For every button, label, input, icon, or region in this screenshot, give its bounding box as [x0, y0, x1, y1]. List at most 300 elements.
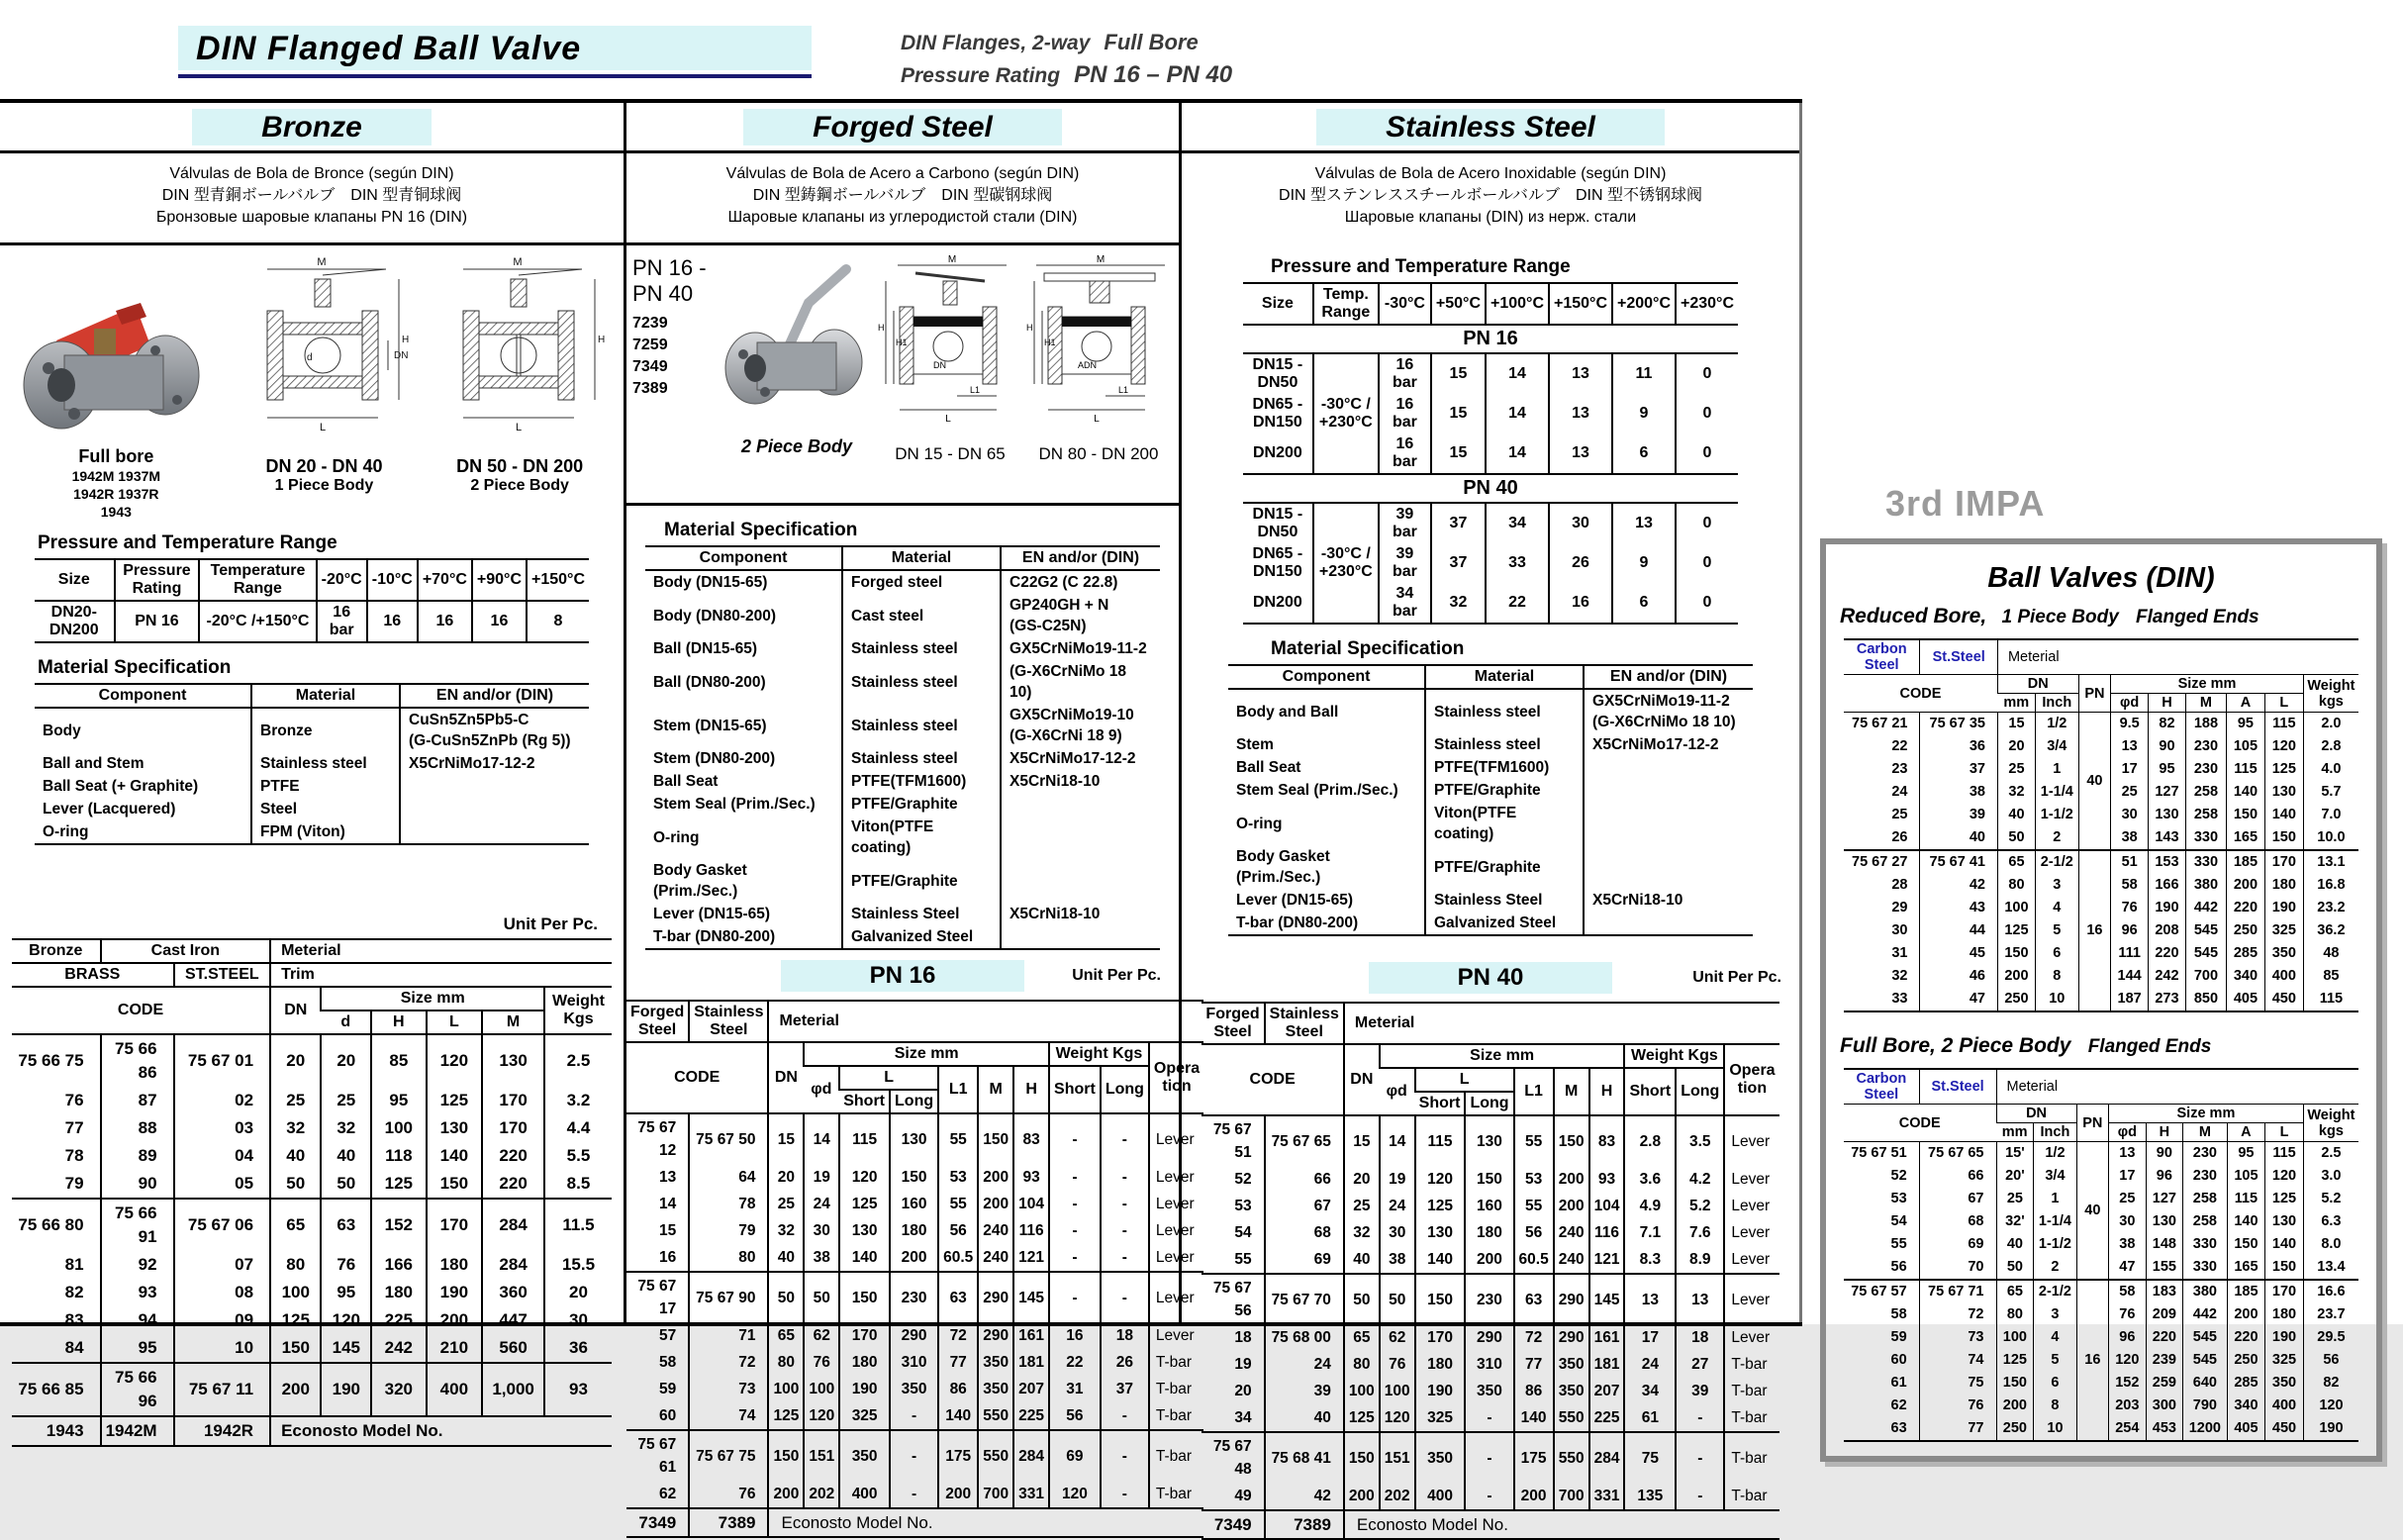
table-cell: 125 — [2264, 758, 2303, 781]
table-cell: 75 67 65 — [1919, 1142, 1996, 1166]
forged-figures — [626, 245, 1179, 503]
table-cell: 166 — [2149, 874, 2186, 897]
table-cell: 16 — [658, 1249, 677, 1266]
table-cell: 20 — [1997, 735, 2035, 758]
table-cell: 640 — [2183, 1372, 2227, 1395]
table-cell: 150 — [427, 1170, 483, 1199]
col-header: Component — [35, 684, 251, 708]
table-cell: 300 — [2146, 1395, 2183, 1417]
table-cell: FPM (Viton) — [251, 820, 400, 844]
table-cell: 52 — [1890, 1168, 1907, 1184]
col-header: L — [427, 1011, 483, 1034]
table-cell: PN 16 — [115, 601, 200, 642]
col-header: φd — [804, 1066, 839, 1113]
table-cell: 380 — [2183, 1280, 2227, 1303]
table-cell: 40 — [1265, 1404, 1344, 1432]
table-cell: 40 — [1997, 804, 2035, 826]
table-cell: 50 — [321, 1170, 371, 1199]
impa-box-title: Ball Valves (DIN) — [1987, 562, 2215, 594]
table-cell: 125 — [839, 1191, 890, 1217]
table-cell: 16 bar — [1379, 433, 1431, 474]
table-cell: 310 — [890, 1349, 938, 1376]
table-cell: 320 — [371, 1363, 426, 1416]
col-header: Weight kgs — [2303, 1105, 2358, 1142]
table-row — [12, 1279, 612, 1306]
table-cell: 75 67 48 — [1202, 1432, 1264, 1483]
table-cell: 290 — [978, 1272, 1013, 1322]
table-cell: 7.6 — [1676, 1219, 1724, 1246]
table-cell — [400, 798, 589, 820]
table-cell: 200 — [978, 1164, 1013, 1191]
table-row — [1202, 1351, 1778, 1378]
table-cell: 79 — [689, 1217, 768, 1244]
table-cell: 37 — [1431, 503, 1486, 543]
table-cell: 285 — [2226, 942, 2264, 965]
table-row — [35, 820, 589, 844]
table-cell: 273 — [2149, 988, 2186, 1011]
table-cell — [400, 820, 589, 844]
table-cell: 86 — [1514, 1378, 1554, 1404]
table-cell: 30 — [544, 1306, 612, 1334]
table-cell: 170 — [839, 1322, 890, 1349]
table-cell: 140 — [839, 1244, 890, 1272]
col-header: Weight Kgs — [1624, 1044, 1724, 1068]
table-cell: 61 — [1890, 1375, 1907, 1391]
table-cell: 82 — [2303, 1372, 2358, 1395]
table-cell: 3 — [2034, 1303, 2076, 1326]
col-header: Forged Steel — [626, 1001, 689, 1042]
table-cell: 183 — [2146, 1280, 2183, 1303]
table-cell: 53 — [1890, 1191, 1907, 1206]
table-cell: 230 — [890, 1272, 938, 1322]
forged-ms-table — [645, 545, 1160, 950]
table-row — [35, 752, 589, 775]
table-row — [1228, 889, 1753, 912]
table-cell: 151 — [1380, 1432, 1415, 1483]
table-cell: 76 — [804, 1349, 839, 1376]
bronze-code-line1: 1942M 1937M — [71, 468, 161, 484]
pn-band-label: PN 40 — [1243, 474, 1738, 503]
table-cell: 200 — [270, 1363, 321, 1416]
table-cell — [1001, 925, 1160, 949]
forged-photo-caption: 2 Piece Body — [740, 436, 853, 456]
table-cell: 19 — [804, 1164, 839, 1191]
col-header: L — [2264, 694, 2303, 713]
table-cell: 200 — [978, 1191, 1013, 1217]
table-cell: 73 — [689, 1376, 768, 1402]
table-cell: T-bar — [1149, 1430, 1203, 1481]
table-cell: 15 — [1997, 713, 2035, 736]
table-cell: 145 — [1589, 1274, 1625, 1324]
table-cell: 93 — [1013, 1164, 1049, 1191]
svg-text:H: H — [401, 335, 410, 345]
impa-sub1-body: 1 Piece Body — [2001, 607, 2119, 627]
table-cell: 15 — [1431, 394, 1486, 433]
table-cell — [1584, 802, 1753, 845]
stainless-section-header — [1182, 103, 1799, 153]
table-cell: 60 — [1890, 1352, 1907, 1368]
table-row — [1844, 1280, 2358, 1303]
table-cell: 104 — [1013, 1191, 1049, 1217]
table-row — [626, 1376, 1203, 1402]
table-cell: 74 — [689, 1402, 768, 1430]
table-cell: 170 — [2264, 850, 2303, 874]
forged-pn-codes — [632, 251, 718, 400]
table-cell: 76 — [64, 1091, 84, 1109]
table-cell: 550 — [1554, 1432, 1589, 1483]
subtitle-flanges: DIN Flanges, 2-way — [901, 32, 1091, 54]
table-cell: 53 — [1234, 1198, 1252, 1214]
table-cell: 8 — [527, 601, 589, 642]
bronze-drawing-1pc — [238, 251, 411, 495]
table-cell: 26 — [1891, 829, 1908, 845]
table-cell: 6 — [2034, 1372, 2076, 1395]
table-cell: 16 bar — [317, 601, 367, 642]
table-cell: 59 — [1890, 1329, 1907, 1345]
table-cell: 6.3 — [2303, 1210, 2358, 1233]
col-header: Size mm — [804, 1042, 1049, 1066]
table-cell: T-bar — [1149, 1481, 1203, 1508]
table-cell: 67 — [1265, 1193, 1344, 1219]
table-cell: 100 — [1380, 1378, 1415, 1404]
table-cell: 116 — [1013, 1217, 1049, 1244]
col-header: Material — [1425, 665, 1584, 689]
table-row — [1243, 353, 1738, 394]
table-cell: 242 — [2149, 965, 2186, 988]
model-footer: 7389 — [1265, 1510, 1344, 1539]
table-cell: Lever — [1149, 1113, 1203, 1164]
table-cell: 220 — [2146, 1326, 2183, 1349]
col-header: Trim — [270, 963, 612, 987]
col-header: +230°C — [1676, 283, 1738, 325]
subtitle-fullbore: Full Bore — [1104, 30, 1199, 54]
subtitle-rating: Pressure Rating — [901, 64, 1061, 87]
col-header: Size mm — [2109, 1105, 2304, 1123]
table-cell: 130 — [482, 1034, 544, 1087]
table-cell: 180 — [2264, 874, 2303, 897]
table-cell: 81 — [64, 1255, 84, 1274]
bronze-drawing1-caption2: 1 Piece Body — [274, 477, 374, 494]
table-cell: 25 — [2109, 1188, 2147, 1210]
table-cell: Lever — [1724, 1193, 1778, 1219]
table-row — [626, 1164, 1203, 1191]
table-cell: DN65 - DN150 — [1252, 396, 1303, 431]
table-cell: 72 — [1514, 1324, 1554, 1351]
table-cell: 80 — [270, 1251, 321, 1279]
table-cell: Stem — [1236, 736, 1274, 753]
table-cell: Body — [43, 722, 81, 739]
table-cell: 130 — [890, 1113, 938, 1164]
col-header: Short — [1624, 1068, 1676, 1115]
table-cell: 24 — [1265, 1351, 1344, 1378]
table-cell: 50 — [1380, 1274, 1415, 1324]
table-cell: GX5CrNiMo19-11-2 (G-X6CrNiMo 18 10) — [1584, 689, 1753, 733]
pn-cell: 40 — [2076, 1142, 2108, 1281]
table-cell: 96 — [2111, 919, 2149, 942]
table-cell: 116 — [1589, 1219, 1625, 1246]
table-cell: 02 — [174, 1087, 270, 1114]
table-row — [1202, 1246, 1778, 1274]
table-cell: 290 — [890, 1322, 938, 1349]
col-header: Carbon Steel — [1844, 639, 1920, 675]
table-cell: 310 — [1465, 1351, 1513, 1378]
table-cell: 24 — [804, 1191, 839, 1217]
table-cell: 50 — [270, 1170, 321, 1199]
stainless-description — [1182, 153, 1799, 242]
table-cell: 1,000 — [482, 1363, 544, 1416]
table-cell: 30 — [1891, 922, 1908, 938]
table-cell: 83 — [1589, 1115, 1625, 1166]
table-cell: 240 — [1554, 1219, 1589, 1246]
col-header: A — [2226, 694, 2264, 713]
table-cell: 258 — [2183, 1188, 2227, 1210]
table-row — [626, 1430, 1203, 1481]
table-cell: 68 — [1265, 1219, 1344, 1246]
table-cell: - — [1101, 1217, 1149, 1244]
table-cell: 20 — [544, 1279, 612, 1306]
impa-box — [1820, 538, 2382, 1462]
table-cell: 400 — [427, 1363, 483, 1416]
table-cell: 8 — [2034, 1395, 2076, 1417]
table-row — [1228, 756, 1753, 779]
table-cell: X5CrNiMo17-12-2 — [400, 752, 589, 775]
table-cell: 545 — [2183, 1349, 2227, 1372]
table-cell: - — [1676, 1432, 1724, 1483]
table-cell: 190 — [839, 1376, 890, 1402]
table-cell: 5.2 — [1676, 1193, 1724, 1219]
table-cell: 15 — [1431, 353, 1486, 394]
table-cell: 400 — [2265, 1395, 2304, 1417]
table-cell: 95 — [2226, 713, 2264, 736]
table-cell: 8.0 — [2303, 1233, 2358, 1256]
table-cell: 66 — [1919, 1165, 1996, 1188]
table-cell: 29.5 — [2303, 1326, 2358, 1349]
table-cell: 0 — [1676, 583, 1738, 624]
table-cell: 46 — [1920, 965, 1998, 988]
bronze-pt-title: Pressure and Temperature Range — [38, 532, 337, 553]
table-row — [626, 1322, 1203, 1349]
bronze-model-codes — [17, 467, 215, 521]
table-cell: 75 66 75 — [18, 1051, 84, 1070]
table-cell: 127 — [2149, 781, 2186, 804]
table-cell: 86 — [938, 1376, 978, 1402]
subtitle-pn: PN 16 – PN 40 — [1074, 61, 1233, 88]
bronze-desc-es: Válvulas de Bola de Bronce (según DIN) — [169, 165, 454, 182]
col-header: mm — [1996, 1123, 2034, 1142]
table-cell: Stainless Steel — [1425, 889, 1584, 912]
table-cell: 100 — [1997, 897, 2035, 919]
table-cell: 56 — [2303, 1349, 2358, 1372]
table-cell: 70 — [1919, 1256, 1996, 1280]
table-cell: 16 — [1049, 1322, 1101, 1349]
table-cell: 700 — [1554, 1483, 1589, 1510]
table-cell: 60.5 — [1514, 1246, 1554, 1274]
table-cell: 17 — [1624, 1324, 1676, 1351]
table-cell: 75 66 86 — [101, 1034, 174, 1087]
col-header: PN — [2076, 1105, 2108, 1142]
table-cell: 80 — [1997, 874, 2035, 897]
table-row — [1202, 1193, 1778, 1219]
table-cell: 125 — [1415, 1193, 1466, 1219]
table-cell: 200 — [938, 1481, 978, 1508]
table-cell: 74 — [1919, 1349, 1996, 1372]
col-header: Size — [35, 559, 115, 601]
table-cell: 25 — [1344, 1193, 1380, 1219]
table-cell: Body (DN80-200) — [653, 607, 777, 625]
table-cell: - — [1465, 1483, 1513, 1510]
table-cell: 3 — [2035, 874, 2078, 897]
table-cell: - — [1676, 1483, 1724, 1510]
table-cell: 135 — [1624, 1483, 1676, 1510]
table-cell: 220 — [2226, 897, 2264, 919]
table-cell: 790 — [2183, 1395, 2227, 1417]
table-cell: 25 — [1996, 1188, 2034, 1210]
page-title-highlight — [178, 26, 812, 70]
table-cell: Body Gasket (Prim./Sec.) — [653, 862, 747, 900]
table-cell: DN15 - DN50 — [1252, 356, 1303, 391]
col-header: +100°C — [1486, 283, 1549, 325]
table-cell: 53 — [1514, 1166, 1554, 1193]
table-cell: 45 — [1920, 942, 1998, 965]
table-cell: 258 — [2183, 1210, 2227, 1233]
table-cell: 125 — [427, 1087, 483, 1114]
table-cell: Stainless steel — [842, 704, 1001, 747]
table-cell: 180 — [890, 1217, 938, 1244]
table-cell: X5CrNiMo17-12-2 — [1584, 733, 1753, 756]
table-cell: Bronze — [251, 708, 400, 752]
table-cell: 80 — [1344, 1351, 1380, 1378]
table-cell: 89 — [101, 1142, 174, 1170]
table-cell: 350 — [1554, 1351, 1589, 1378]
table-cell: 60 — [658, 1407, 677, 1424]
table-cell: 200 — [1554, 1193, 1589, 1219]
table-row — [12, 1199, 612, 1251]
table-cell: 203 — [2109, 1395, 2147, 1417]
table-cell: 150 — [1996, 1372, 2034, 1395]
table-cell: 95 — [101, 1334, 174, 1363]
col-header: Short — [1049, 1066, 1101, 1113]
table-row — [645, 903, 1160, 925]
table-cell: 550 — [1554, 1404, 1589, 1432]
table-cell: 40 — [768, 1244, 804, 1272]
table-cell: 39 bar — [1379, 543, 1431, 583]
table-row — [35, 601, 589, 642]
table-cell: 93 — [101, 1279, 174, 1306]
forged-section-title: Forged Steel — [743, 109, 1062, 145]
col-header: M — [2183, 1123, 2227, 1142]
table-cell: 32 — [1997, 781, 2035, 804]
table-cell: 5.7 — [2303, 781, 2358, 804]
table-cell: Ball Seat — [653, 773, 719, 790]
table-cell: 13 — [1624, 1274, 1676, 1324]
table-cell: 50 — [804, 1272, 839, 1322]
table-cell: 130 — [1415, 1219, 1466, 1246]
bronze-drawing1-caption: DN 20 - DN 40 — [265, 456, 383, 476]
table-cell: 170 — [482, 1114, 544, 1142]
table-cell: 187 — [2111, 988, 2149, 1011]
table-cell: 130 — [2265, 1210, 2304, 1233]
table-cell: 75 67 90 — [689, 1272, 768, 1322]
table-cell: Lever — [1149, 1322, 1203, 1349]
table-cell: Cast steel — [842, 594, 1001, 637]
table-cell: 32 — [768, 1217, 804, 1244]
table-cell: 0 — [1676, 503, 1738, 543]
svg-text:L1: L1 — [969, 385, 981, 395]
table-cell: 95 — [371, 1087, 426, 1114]
svg-text:H: H — [878, 323, 885, 333]
table-cell: 69 — [1919, 1233, 1996, 1256]
table-cell: 0 — [1676, 543, 1738, 583]
table-cell: Ball (DN15-65) — [653, 640, 758, 657]
two-piece-body-drawing — [433, 251, 607, 449]
table-cell: 84 — [64, 1338, 84, 1357]
table-cell: 100 — [270, 1279, 321, 1306]
model-footer: Econosto Model No. — [768, 1508, 1203, 1537]
table-row — [12, 1114, 612, 1142]
table-cell: 31 — [1049, 1376, 1101, 1402]
table-cell: Lever — [1149, 1272, 1203, 1322]
table-cell: 175 — [938, 1430, 978, 1481]
table-cell: 22 — [1486, 583, 1549, 624]
col-header: +50°C — [1431, 283, 1486, 325]
table-cell: 240 — [978, 1217, 1013, 1244]
table-cell: 76 — [321, 1251, 371, 1279]
table-cell: 104 — [1589, 1193, 1625, 1219]
table-cell: 120 — [427, 1034, 483, 1087]
table-cell: 79 — [64, 1174, 84, 1193]
table-cell: Body Gasket (Prim./Sec.) — [1236, 848, 1330, 886]
table-cell: 32 — [1431, 583, 1486, 624]
table-cell: Stem (DN15-65) — [653, 717, 767, 734]
table-cell: 54 — [1890, 1213, 1907, 1229]
table-cell: 80 — [768, 1349, 804, 1376]
col-header: A — [2227, 1123, 2265, 1142]
table-cell: 202 — [1380, 1483, 1415, 1510]
table-cell: 258 — [2185, 781, 2226, 804]
col-header: Meterial — [270, 939, 612, 963]
forged-pn-range: PN 16 - PN 40 — [632, 255, 707, 306]
table-row — [12, 1034, 612, 1087]
table-cell: 04 — [174, 1142, 270, 1170]
table-cell: 65 — [1344, 1324, 1380, 1351]
table-cell: 1 — [2035, 758, 2078, 781]
col-header: Material — [842, 546, 1001, 570]
table-cell: 38 — [1380, 1246, 1415, 1274]
table-cell: - — [890, 1481, 938, 1508]
forged-drawing2-caption: DN 80 - DN 200 — [1038, 444, 1159, 463]
table-cell: 9.5 — [2111, 713, 2149, 736]
table-cell: 34 — [1486, 503, 1549, 543]
table-cell: 75 67 12 — [637, 1119, 677, 1159]
table-cell: 75 67 01 — [174, 1034, 270, 1087]
col-header: φd — [2111, 694, 2149, 713]
table-cell: 16 — [1549, 583, 1612, 624]
table-cell: 65 — [1997, 850, 2035, 874]
table-cell: 0 — [1676, 353, 1738, 394]
table-cell: 50 — [1344, 1274, 1380, 1324]
table-cell: 450 — [2264, 988, 2303, 1011]
table-cell: 77 — [1919, 1417, 1996, 1441]
table-cell: 77 — [938, 1349, 978, 1376]
col-header: BRASS — [12, 963, 174, 987]
table-cell — [400, 775, 589, 798]
bronze-figures — [0, 245, 624, 519]
table-cell: 160 — [1465, 1193, 1513, 1219]
svg-text:H: H — [597, 335, 605, 345]
table-cell: 95 — [2149, 758, 2186, 781]
table-cell: X5CrNiMo17-12-2 — [1001, 747, 1160, 770]
table-row — [12, 1170, 612, 1199]
